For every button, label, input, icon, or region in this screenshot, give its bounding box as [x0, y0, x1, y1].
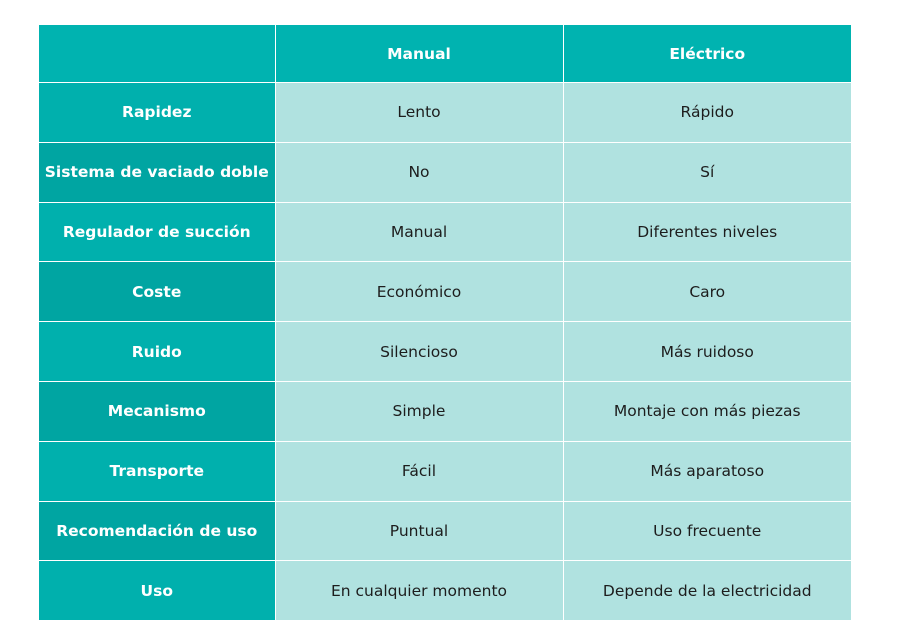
cell-electrico: Diferentes niveles	[563, 202, 851, 262]
table-row	[39, 322, 851, 382]
cell-electrico: Caro	[563, 262, 851, 322]
table-row	[39, 381, 851, 441]
row-label: Uso	[39, 561, 275, 620]
cell-electrico: Rápido	[563, 83, 851, 143]
table-row	[39, 262, 851, 322]
cell-manual: Silencioso	[275, 322, 563, 382]
row-label: Ruido	[39, 322, 275, 382]
table-row	[39, 441, 851, 501]
cell-electrico: Más aparatoso	[563, 441, 851, 501]
header-electrico: Eléctrico	[563, 25, 851, 83]
table-row	[39, 202, 851, 262]
comparison-table-container	[39, 25, 851, 620]
row-label: Rapidez	[39, 83, 275, 143]
row-label: Mecanismo	[39, 381, 275, 441]
row-label: Recomendación de uso	[39, 501, 275, 561]
cell-manual: Lento	[275, 83, 563, 143]
header-corner-cell	[39, 25, 275, 83]
table-row	[39, 83, 851, 143]
cell-manual: Manual	[275, 202, 563, 262]
table-row	[39, 501, 851, 561]
cell-electrico: Montaje con más piezas	[563, 381, 851, 441]
cell-electrico: Depende de la electricidad	[563, 561, 851, 620]
cell-manual: Puntual	[275, 501, 563, 561]
cell-manual: Simple	[275, 381, 563, 441]
table-row	[39, 142, 851, 202]
cell-electrico: Más ruidoso	[563, 322, 851, 382]
row-label: Coste	[39, 262, 275, 322]
cell-electrico: Sí	[563, 142, 851, 202]
table-row	[39, 561, 851, 620]
row-label: Sistema de vaciado doble	[39, 142, 275, 202]
cell-manual: En cualquier momento	[275, 561, 563, 620]
row-label: Regulador de succión	[39, 202, 275, 262]
comparison-table	[39, 25, 851, 620]
cell-manual: Económico	[275, 262, 563, 322]
cell-electrico: Uso frecuente	[563, 501, 851, 561]
cell-manual: Fácil	[275, 441, 563, 501]
table-header-row	[39, 25, 851, 83]
cell-manual: No	[275, 142, 563, 202]
header-manual: Manual	[275, 25, 563, 83]
row-label: Transporte	[39, 441, 275, 501]
